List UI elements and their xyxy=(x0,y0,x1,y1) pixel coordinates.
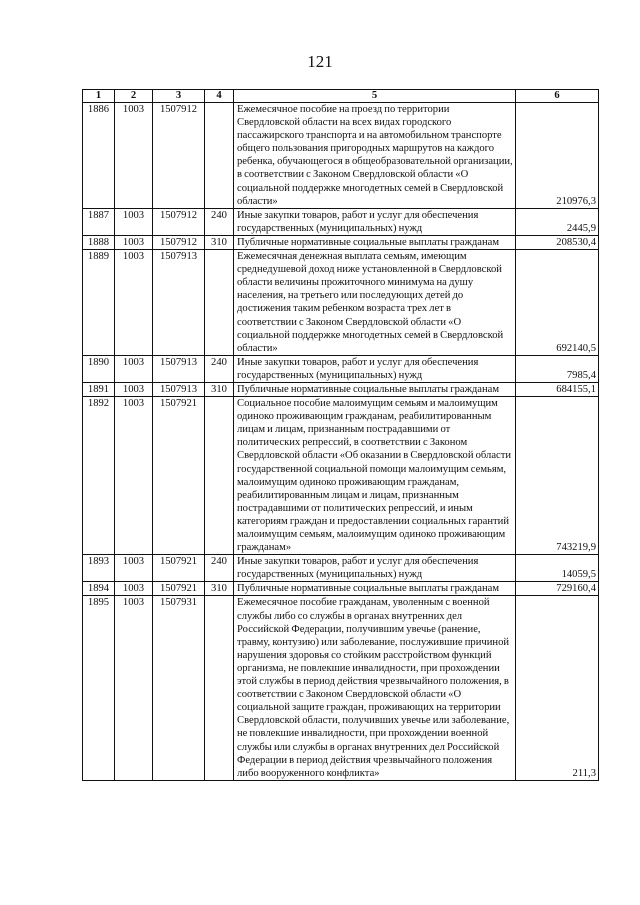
table-row xyxy=(83,596,599,780)
target-article-cell: 1507921 xyxy=(153,555,205,582)
column-header: 2 xyxy=(115,90,153,103)
target-article-cell: 1507912 xyxy=(153,103,205,209)
page-number: 121 xyxy=(307,52,333,71)
column-header: 3 xyxy=(153,90,205,103)
target-article-cell: 1507921 xyxy=(153,582,205,596)
column-header: 1 xyxy=(83,90,115,103)
expense-type-cell xyxy=(205,397,234,555)
expense-type-cell xyxy=(205,596,234,780)
amount-cell: 211,3 xyxy=(516,596,599,780)
description-cell: Иные закупки товаров, работ и услуг для обеспечения государственных (муниципальных) нужд xyxy=(234,555,516,582)
description-cell: Иные закупки товаров, работ и услуг для обеспечения государственных (муниципальных) нужд xyxy=(234,355,516,382)
row-number-cell: 1895 xyxy=(83,596,115,780)
amount-cell: 729160,4 xyxy=(516,582,599,596)
amount-cell: 743219,9 xyxy=(516,397,599,555)
row-number-cell: 1892 xyxy=(83,397,115,555)
target-article-cell: 1507913 xyxy=(153,382,205,396)
row-number-cell: 1893 xyxy=(83,555,115,582)
expense-type-cell xyxy=(205,103,234,209)
amount-cell: 7985,4 xyxy=(516,355,599,382)
section-code-cell: 1003 xyxy=(115,596,153,780)
table-row xyxy=(83,382,599,396)
amount-cell: 14059,5 xyxy=(516,555,599,582)
description-cell: Публичные нормативные социальные выплаты гражданам xyxy=(234,382,516,396)
target-article-cell: 1507912 xyxy=(153,208,205,235)
description-cell: Социальное пособие малоимущим семьям и малоимущим одиноко проживающим гражданам, реабилитированным лицам и лицам, признанным пострадавшими от политических репрессий, в соответствии с Законом Свердловской области «Об оказании в Свердловской области государственной социальной помощи малоимущим семьям, малоимущим одиноко проживающим гражданам, реабилитированным лицам и лицам, признанным пострадавшими от политических репрессий, и иным категориям граждан и предоставлении социальных гарантий малоимущим семьям, малоимущим одиноко проживающим гражданам» xyxy=(234,397,516,555)
target-article-cell: 1507913 xyxy=(153,250,205,356)
section-code-cell: 1003 xyxy=(115,235,153,249)
section-code-cell: 1003 xyxy=(115,103,153,209)
description-cell: Ежемесячное пособие гражданам, уволенным с военной службы либо со службы в органах внутренних дел Российской Федерации, получившим увечье (ранение, травму, контузию) или заболевание, послужившие причиной нарушения здоровья со стойким расстройством функций организма, не повлекшие инвалидности, при прохождении этой службы в период действия чрезвычайного положения, в соответствии с Законом Свердловской области «О социальной защите граждан, проживающих на территории Свердловской области, получивших увечье или заболевание, не повлекшие инвалидности, при прохождении военной службы или службы в органах внутренних дел Российской Федерации в период действия чрезвычайного положения либо вооруженного конфликта» xyxy=(234,596,516,780)
table-row xyxy=(83,250,599,356)
section-code-cell: 1003 xyxy=(115,555,153,582)
column-header: 6 xyxy=(516,90,599,103)
section-code-cell: 1003 xyxy=(115,250,153,356)
expense-type-cell xyxy=(205,250,234,356)
table-row xyxy=(83,582,599,596)
table-row xyxy=(83,235,599,249)
amount-cell: 684155,1 xyxy=(516,382,599,396)
amount-cell: 210976,3 xyxy=(516,103,599,209)
expense-type-cell: 310 xyxy=(205,382,234,396)
description-cell: Ежемесячное пособие на проезд по территории Свердловской области на всех видах городского пассажирского транспорта и на автомобильном транспорте общего пользования пригородных маршрутов на каждого ребенка, обучающегося в общеобразовательной организации, в соответствии с Законом Свердловской области «О социальной поддержке многодетных семей в Свердловской области» xyxy=(234,103,516,209)
target-article-cell: 1507921 xyxy=(153,397,205,555)
description-cell: Публичные нормативные социальные выплаты гражданам xyxy=(234,582,516,596)
expense-type-cell: 310 xyxy=(205,235,234,249)
row-number-cell: 1890 xyxy=(83,355,115,382)
expense-type-cell: 240 xyxy=(205,355,234,382)
description-cell: Иные закупки товаров, работ и услуг для обеспечения государственных (муниципальных) нужд xyxy=(234,208,516,235)
section-code-cell: 1003 xyxy=(115,208,153,235)
section-code-cell: 1003 xyxy=(115,582,153,596)
table-row xyxy=(83,208,599,235)
table-row xyxy=(83,397,599,555)
section-code-cell: 1003 xyxy=(115,355,153,382)
row-number-cell: 1894 xyxy=(83,582,115,596)
target-article-cell: 1507912 xyxy=(153,235,205,249)
table-header-row xyxy=(83,90,599,103)
row-number-cell: 1889 xyxy=(83,250,115,356)
expense-type-cell: 310 xyxy=(205,582,234,596)
section-code-cell: 1003 xyxy=(115,382,153,396)
budget-table xyxy=(82,89,599,781)
target-article-cell: 1507913 xyxy=(153,355,205,382)
target-article-cell: 1507931 xyxy=(153,596,205,780)
description-cell: Ежемесячная денежная выплата семьям, имеющим среднедушевой доход ниже установленной в Свердловской области величины прожиточного минимума на душу населения, на третьего или последующих детей до достижения таким ребенком возраста трех лет в соответствии с Законом Свердловской области «О социальной поддержке многодетных семей в Свердловской области» xyxy=(234,250,516,356)
row-number-cell: 1886 xyxy=(83,103,115,209)
amount-cell: 208530,4 xyxy=(516,235,599,249)
expense-type-cell: 240 xyxy=(205,555,234,582)
amount-cell: 692140,5 xyxy=(516,250,599,356)
amount-cell: 2445,9 xyxy=(516,208,599,235)
table-row xyxy=(83,555,599,582)
section-code-cell: 1003 xyxy=(115,397,153,555)
expense-type-cell: 240 xyxy=(205,208,234,235)
table-row xyxy=(83,103,599,209)
row-number-cell: 1887 xyxy=(83,208,115,235)
description-cell: Публичные нормативные социальные выплаты гражданам xyxy=(234,235,516,249)
table-row xyxy=(83,355,599,382)
row-number-cell: 1888 xyxy=(83,235,115,249)
column-header: 4 xyxy=(205,90,234,103)
column-header: 5 xyxy=(234,90,516,103)
row-number-cell: 1891 xyxy=(83,382,115,396)
